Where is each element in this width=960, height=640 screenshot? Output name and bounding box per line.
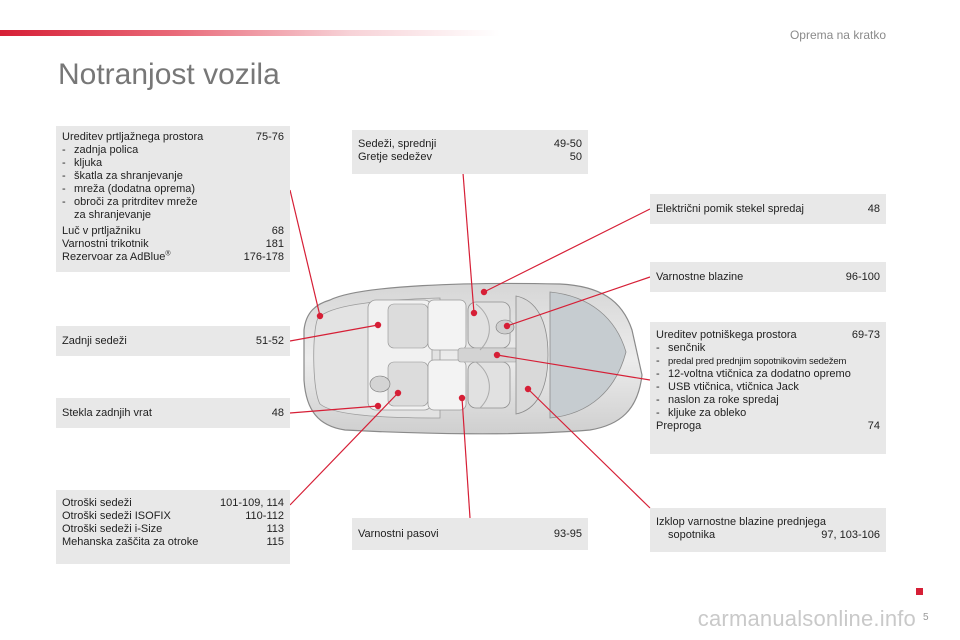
cabin-item: - senčnik [656, 342, 706, 354]
page-number: 5 [923, 612, 929, 623]
cabin-item: - USB vtičnica, vtičnica Jack [656, 381, 799, 393]
seat-belts-label: Varnostni pasovi [358, 528, 439, 540]
seat-heating-label: Gretje sedežev [358, 151, 432, 163]
trunk-item: - mreža (dodatna oprema) [62, 183, 196, 195]
pointer-dot-trunk [317, 313, 322, 318]
page-title: Notranjost vozila [58, 58, 280, 91]
cabin-item: - predal pred prednjim sopotnikovim sedežem [656, 355, 847, 367]
adblue-pages: 176-178 [243, 251, 284, 263]
floor-mat-label: Preproga [656, 420, 702, 432]
airbags-box [650, 262, 886, 292]
pointer-dot-airbags [504, 323, 509, 328]
seat-belts-pages: 93-95 [553, 528, 582, 540]
rear-seats-pages: 51-52 [255, 335, 284, 347]
isofix-pages: 110-112 [245, 510, 284, 522]
rear-windows-pages: 48 [271, 407, 284, 419]
pointer-dot-front-seats [471, 310, 476, 315]
cabin-title: Ureditev potniškega prostora [656, 329, 797, 341]
leader-line-front-windows [484, 209, 650, 292]
rear-seats-label: Zadnji sedeži [62, 335, 127, 347]
trunk-title-pages: 75-76 [255, 131, 284, 143]
pointer-dot-front-windows [481, 289, 486, 294]
child-seats-label: Otroški sedeži [62, 497, 132, 509]
child-lock-label: Mehanska zaščita za otroke [62, 536, 199, 548]
trunk-item: - škatla za shranjevanje [62, 170, 183, 182]
registered-mark: ® [165, 250, 171, 258]
front-seats-box [352, 130, 588, 174]
seat-belts-box [352, 518, 588, 550]
airbag-off-box [650, 508, 886, 552]
pointer-dot-cabin [494, 352, 499, 357]
page-marker [916, 588, 923, 595]
pointer-dot-rear-windows [375, 403, 380, 408]
child-seats-box [56, 490, 290, 564]
rear-windows-label: Stekla zadnjih vrat [62, 407, 152, 419]
warning-triangle-label: Varnostni trikotnik [62, 238, 149, 250]
airbags-label: Varnostne blazine [656, 271, 744, 283]
trunk-item-continuation: za shranjevanje [74, 209, 152, 221]
section-label: Oprema na kratko [789, 28, 886, 42]
cabin-info-box [650, 322, 886, 454]
rear-windows-box [56, 398, 290, 428]
cabin-item: - naslon za roke spredaj [656, 394, 779, 406]
pointer-dot-rear-seats [375, 322, 380, 327]
pointer-dot-airbag-off [525, 386, 530, 391]
child-seats-pages: 101-109, 114 [219, 497, 284, 509]
front-seats-label: Sedeži, sprednji [358, 138, 437, 150]
front-windows-pages: 48 [867, 203, 880, 215]
airbag-off-label-line1: Izklop varnostne blazine prednjega [656, 516, 827, 528]
cabin-title-pages: 69-73 [851, 329, 880, 341]
i-size-pages: 113 [266, 523, 284, 535]
i-size-label: Otroški sedeži i-Size [62, 523, 163, 535]
cabin-item: - kljuke za obleko [656, 407, 747, 419]
trunk-item: - kljuka [62, 157, 103, 169]
airbag-off-pages: 97, 103-106 [821, 529, 880, 541]
front-seats-pages: 49-50 [553, 138, 582, 150]
cabin-item: - 12-voltna vtičnica za dodatno opremo [656, 368, 851, 380]
seat-heating-pages: 50 [569, 151, 582, 163]
watermark: carmanualsonline.info [697, 606, 916, 631]
trunk-title: Ureditev prtljažnega prostora [62, 131, 204, 143]
isofix-label: Otroški sedeži ISOFIX [62, 510, 171, 522]
warning-triangle-pages: 181 [265, 238, 284, 250]
leader-line-trunk [290, 190, 320, 316]
trunk-item: - zadnja polica [62, 144, 139, 156]
front-windows-box [650, 194, 886, 224]
airbags-pages: 96-100 [845, 271, 880, 283]
pointer-dot-child-seats [395, 390, 400, 395]
trunk-info-box [56, 126, 290, 272]
trunk-item: - obroči za pritrditev mreže [62, 196, 198, 208]
trunk-light-label: Luč v prtljažniku [62, 225, 141, 237]
trunk-light-pages: 68 [271, 225, 284, 237]
adblue-label: Rezervoar za AdBlue® [62, 250, 171, 263]
floor-mat-pages: 74 [867, 420, 880, 432]
airbag-off-label-line2: sopotnika [668, 529, 716, 541]
front-windows-label: Električni pomik stekel spredaj [656, 203, 804, 215]
child-lock-pages: 115 [266, 536, 284, 548]
rear-seats-box [56, 326, 290, 356]
pointer-dot-seat-belts [459, 395, 464, 400]
